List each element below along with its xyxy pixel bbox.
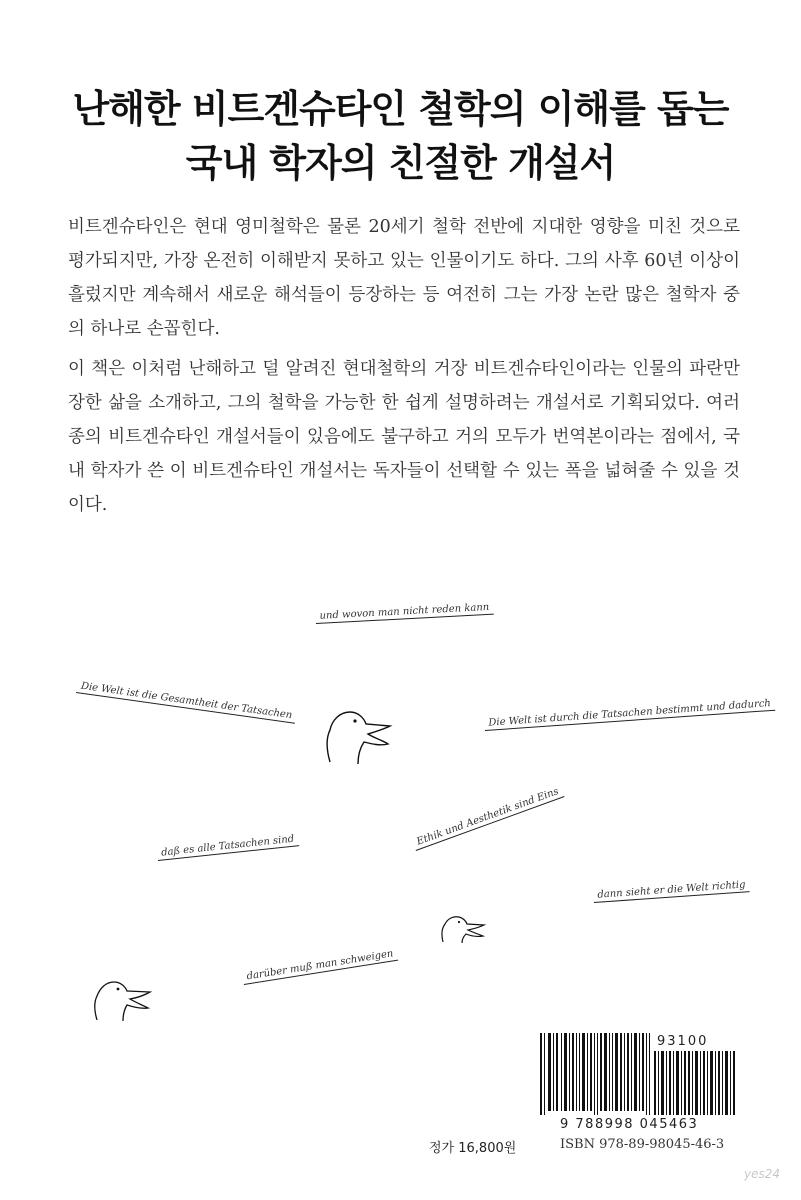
- description-paragraph-2: 이 책은 이처럼 난해하고 덜 알려진 현대철학의 거장 비트겐슈타인이라는 인물의 파란만장한 삶을 소개하고, 그의 철학을 가능한 한 쉽게 설명하려는 개설서로 기획되었다. 여러 종의 비트겐슈타인 개설서들이 있음에도 불구하고 거의 모두가 번역본이라는 점에서, 국내 학자가 쓴 이 비트겐슈타인 개설서는 독자들이 선택할 수 있는 폭을 넓혀줄 수 있을 것이다.: [68, 359, 740, 515]
- barcode-digits: 9 788998 045463: [560, 1117, 699, 1132]
- quote-ethik-aesthetik: Ethik und Aesthetik sind Eins: [412, 785, 565, 851]
- price-label: 정가 16,800원: [429, 1141, 517, 1156]
- headline-line-1: 난해한 비트겐슈타인 철학의 이해를 돕는: [72, 87, 729, 131]
- description-paragraph-1: 비트겐슈타인은 현대 영미철학은 물론 20세기 철학 전반에 지대한 영향을 미친 것으로 평가되지만, 가장 온전히 이해받지 못하고 있는 인물이기도 하다. 그의 사후 60년 이상이 흘렀지만 계속해서 새로운 해석들이 등장하는 등 여전히 그는 가장 논란 많은 철학자 중의 하나로 손꼽힌다.: [68, 217, 740, 339]
- isbn-barcode: [540, 1033, 738, 1115]
- watermark-stamp: yes24: [744, 1167, 781, 1181]
- duck-rabbit-icon-left: [92, 972, 154, 1022]
- isbn-label: ISBN 978-89-98045-46-3: [560, 1137, 725, 1152]
- quote-alle-tatsachen: daß es alle Tatsachen sind: [157, 833, 299, 861]
- headline-line-2: 국내 학자의 친절한 개설서: [185, 141, 616, 185]
- duck-rabbit-icon-small: [440, 908, 488, 944]
- quote-wovon-man-nicht-reden-kann: und wovon man nicht reden kann: [315, 602, 493, 624]
- barcode-addon-number: 93100: [657, 1034, 709, 1049]
- quote-welt-durch-tatsachen: Die Welt ist durch die Tatsachen bestimmt und dadurch: [484, 698, 775, 731]
- quote-welt-gesamtheit: Die Welt ist die Gesamtheit der Tatsachen: [76, 680, 297, 724]
- duck-rabbit-icon-large: [324, 700, 394, 766]
- quote-daruber-schweigen: darüber muß man schweigen: [242, 948, 398, 985]
- quote-welt-richtig: dann sieht er die Welt richtig: [593, 879, 750, 903]
